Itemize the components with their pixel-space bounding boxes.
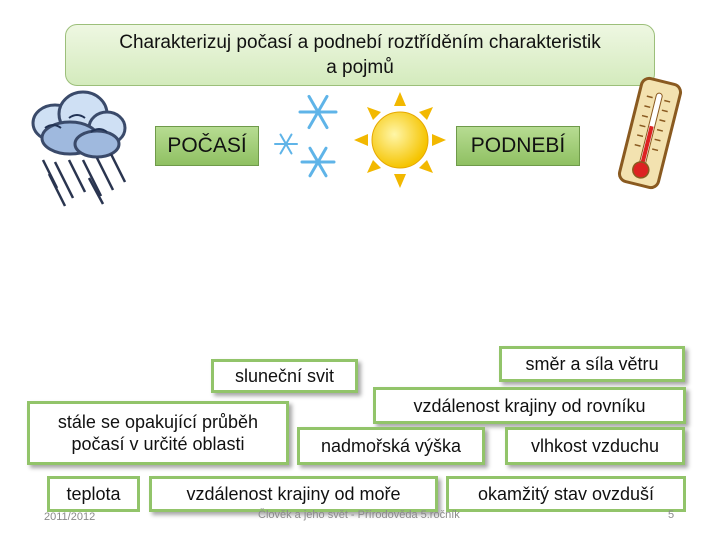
term-nadmorska-vyska[interactable]: nadmořská výška bbox=[297, 427, 485, 465]
category-podnebi[interactable]: PODNEBÍ bbox=[456, 126, 580, 166]
term-slunecni-svit[interactable]: sluneční svit bbox=[211, 359, 358, 393]
title-line-2: a pojmů bbox=[326, 57, 394, 78]
sun-icon bbox=[352, 90, 448, 190]
slide-title bbox=[65, 24, 655, 86]
footer-course: Člověk a jeho svět - Přírodověda 5.ročník bbox=[258, 509, 460, 521]
term-vlhkost-vzduchu[interactable]: vlhkost vzduchu bbox=[505, 427, 685, 465]
term-vzdalenost-rovnik[interactable]: vzdálenost krajiny od rovníku bbox=[373, 387, 686, 424]
term-opakujici-prubeh-line-2: počasí v určité oblasti bbox=[71, 434, 245, 454]
term-teplota[interactable]: teplota bbox=[47, 476, 140, 512]
title-line-1: Charakterizuj počasí a podnebí roztříděním charakteristik bbox=[119, 32, 601, 53]
term-okamzity-stav[interactable]: okamžitý stav ovzduší bbox=[446, 476, 686, 512]
footer-year: 2011/2012 bbox=[44, 511, 96, 523]
page-number: 5 bbox=[668, 509, 675, 521]
category-pocasi[interactable]: POČASÍ bbox=[155, 126, 259, 166]
term-opakujici-prubeh-line-1: stále se opakující průběh bbox=[57, 412, 259, 432]
rain-cloud-icon bbox=[25, 88, 135, 208]
term-vzdalenost-more[interactable]: vzdálenost krajiny od moře bbox=[149, 476, 438, 512]
term-opakujici-prubeh[interactable] bbox=[27, 401, 289, 465]
snowflake-icon bbox=[270, 92, 350, 187]
thermometer-icon bbox=[608, 76, 692, 191]
term-smer-sila-vetru[interactable]: směr a síla větru bbox=[499, 346, 685, 382]
